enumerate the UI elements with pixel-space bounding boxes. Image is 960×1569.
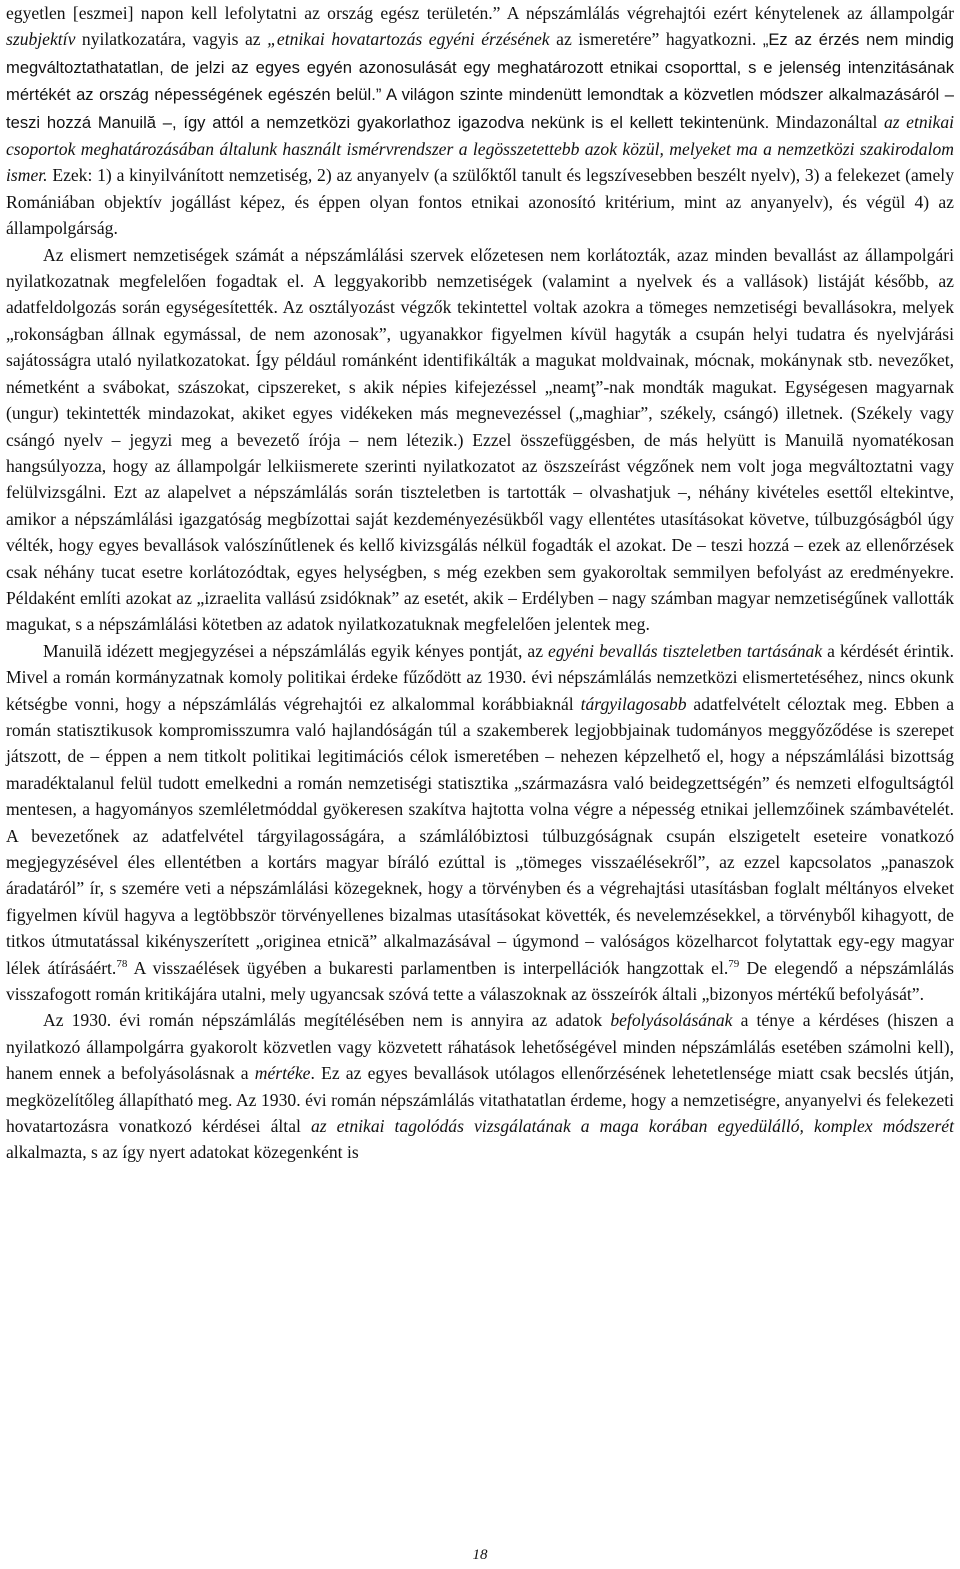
body-text (6, 0, 954, 1166)
text-segment: adatfelvételt céloztak meg. Ebben a román statisztikusok kompromisszumra való hajlandóságán túl a szakemberek legjobbjainak tudományos meggyőződése is szerepet játszott, de – éppen a nem titkolt politikai legitimációs célok ismeretében – nehezen képzelhető el, hogy a népszámlálási bizottság maradéktalanul felül tudott emelkedni a román nemzetiségi statisztika „származásra való beidegzettségén” és nemzeti elfogultságtól mentesen, a hagyományos szemléletmóddal gyökeresen szakítva hajtotta volna végre a népesség etnikai jellemzőinek számbavételét. A bevezetőnek az adatfelvétel tárgyilagosságára, a számlálóbiztosi túlbuzgóságnak csupán elszigetelt eseteire vonatkozó megjegyzésével éles ellentétben a kortárs magyar bíráló ezúttal is „tömeges visszaélésekről”, az ezzel kapcsolatos „panaszok áradatáról” ír, s szemére veti a népszámlálási közegeknek, hogy a törvényben és a végrehajtási utasításban foglalt méltányos elveket figyelmen kívül hagyva a legtöbbször törvényellenes bizalmas utasításokat követték, és nevelemzésekkel, a törvényből kihagyott, de titkos útmutatással kikényszerített „originea etnică” alkalmazásával – úgymond – valóságos közelharcot folytattak egy-egy magyar lélek átírásáért. (6, 693, 955, 978)
page-number: 18 (472, 1547, 488, 1563)
text-segment: a ténye a kérdéses (hiszen a nyilatkozó állampolgárra gyakorolt közvetlen vagy közvetett ráhatások lehetőségével minden népszámlálás esetében számolni kell), hanem ennek a befolyásolásnak a (6, 1010, 954, 1084)
footnote-ref: 79 (728, 957, 740, 970)
text-segment: Az elismert nemzetiségek számát a népszámlálási szervek előzetesen nem korlátozták, azaz minden bevallást az állampolgári nyilatkozatnak megfelelően fogadtak el. A leggyakoribb nemzetiségek (valamint a nyelvek és a vallások) listáját később, az adatfeldolgozás során egységesítették. Az osztályozást végzők tekintettel voltak azokra a tömeges nemzetiségi bevallásokra, melyek „rokonságban állnak egymással, de nem azonosak”, ugyanakkor figyelmen kívül hagyták a csupán helyi tudatra és nyelvjárási sajátosságra utaló nyilatkozatokat. Így például románként identifikálták a magukat moldvainak, mócnak, mokánynak stb. nevezőket, németként a svábokat, szászokat, cipszereket, s akik népies kifejezéssel „neamţ”-nak mondták magukat. Egységesen magyarnak (ungur) tekintették mindazokat, akiket egyes vidékeken más megnevezéssel („maghiar”, székely, csángó) illetnek. (Székely vagy csángó nyelv – jegyzi meg a bevezető írója – nem létezik.) Ezzel összefüggésben, de más helyütt is Manuilă nyomatékosan hangsúlyozza, hogy az állampolgár lelkiismerete szerinti nyilatkozatot az öszszeírást végzőnek nem volt joga megváltoztatni vagy felülvizsgálni. Ezt az alapelvet a népszámlálás során tiszteletben is tartották – olvashatjuk –, néhány kivételes esettől eltekintve, amikor a népszámlálási igazgatóság megbízottai saját kezdeményezésükből vagy ellentétes utasításokat követve, túlbuzgóságból úgy vélték, hogy egyes bevallások valószínűtlenek és kellő kivizsgálás nélkül fogadták el azokat. De – teszi hozzá – ezek az ellenőrzések csak néhány tucat esetre korlátozódtak, egyes helységben, s még ezekben sem gyakoroltak semmilyen befolyást az eredményekre. Példaként említi azokat az „izraelita vallású zsidóknak” az esetét, akik – Erdélyben – nagy számban magyar nemzetiségűnek vallották magukat, s a népszámlálási kötetben az adatok nyilatkozatuknak megfelelően jelentek meg. (6, 244, 954, 635)
text-segment: A világon szinte mindenütt lemondtak a közvetlen módszer alkalmazásáról – teszi hozzá Manuilă –, így attól a nemzetközi gyakorlathoz igazodva nekünk is el kellett tekintenünk. (6, 85, 954, 132)
text-segment: a kérdését érintik. Mivel a román kormányzatnak komoly politikai érdeke fűződött az 1930. évi népszámlálás nemzetközi elismertetéséhez, nincs okunk kétségbe vonni, hogy a népszámlálás végrehajtói ez alkalommal korábbiaknál (6, 640, 954, 714)
text-segment: az etnikai csoportok meghatározásában általunk használt ismérvrendszer a legösszetettebb azok közül, melyeket ma a nemzetközi szakirodalom ismer. (6, 111, 955, 186)
paragraph (6, 638, 954, 1008)
text-segment: nyilatkozatára, vagyis az (75, 29, 268, 50)
paragraph (6, 1007, 954, 1165)
text-segment: A visszaélések ügyében a bukaresti parlamentben is interpellációk hangzottak el. (127, 957, 729, 978)
text-segment: . Ez az egyes bevallások utólagos ellenőrzésének lehetetlensége miatt csak becslés útján, megközelítőleg állapítható meg. Az 1930. évi román népszámlálás vitathatatlan érdeme, hogy a nemzetiségre, anyanyelvi és felekezeti hovatartozásra vonatkozó kérdései által (6, 1063, 954, 1137)
text-segment: az ismeretére” hagyatkozni. (549, 29, 763, 50)
text-segment: egyetlen [eszmei] napon kell lefolytatni az ország egész területén.” A népszámlálás végrehajtói ezért kénytelenek az állampolgár (6, 3, 954, 23)
text-segment: „Ez az érzés nem mindig megváltoztathatatlan, de jelzi az egyes egyén azonosulását egy meghatározott etnikai csoporttal, s e jelenség intenzitásának mértékét az ország népességének egészén belül.” (6, 30, 954, 105)
text-segment: befolyásolásának (610, 1010, 733, 1031)
text-segment: az etnikai tagolódás vizsgálatának a maga korában egyedülálló, komplex módszerét (310, 1116, 954, 1137)
text-segment: Az 1930. évi román népszámlálás megítélésében nem is annyira az adatok (43, 1010, 611, 1031)
text-segment: Ezek: 1) a kinyilvánított nemzetiség, 2) az anyanyelv (a szülőktől tanult és legszívesebben beszélt nyelv), 3) a felekezet (amely Romániában objektív jogállást képez, és éppen olyan fontos etnikai azonosító kritérium, mint az anyanyelv), és végül 4) az állampolgárság. (6, 165, 954, 239)
footnote-ref: 78 (116, 957, 128, 970)
text-segment: szubjektív (6, 29, 76, 50)
text-segment: alkalmazta, s az így nyert adatokat közegenként is (6, 1142, 359, 1163)
text-segment: mértéke (254, 1063, 311, 1084)
paragraph (6, 242, 954, 638)
text-segment: Manuilă idézett megjegyzései a népszámlálás egyik kényes pontját, az (43, 640, 549, 661)
text-segment: Mindazonáltal (769, 111, 884, 132)
text-segment: tárgyilagosabb (580, 693, 687, 714)
text-segment: „etnikai hovatartozás egyéni érzésének (267, 29, 550, 50)
paragraph (6, 0, 954, 242)
text-segment: egyéni bevallás tiszteletben tartásának (548, 640, 823, 661)
text-segment: De elegendő a népszámlálás visszafogott román kritikájára utalni, mely ugyancsak szóvá tette a válaszoknak az összeírók általi „bizonyos mértékű befolyását”. (6, 957, 955, 1005)
